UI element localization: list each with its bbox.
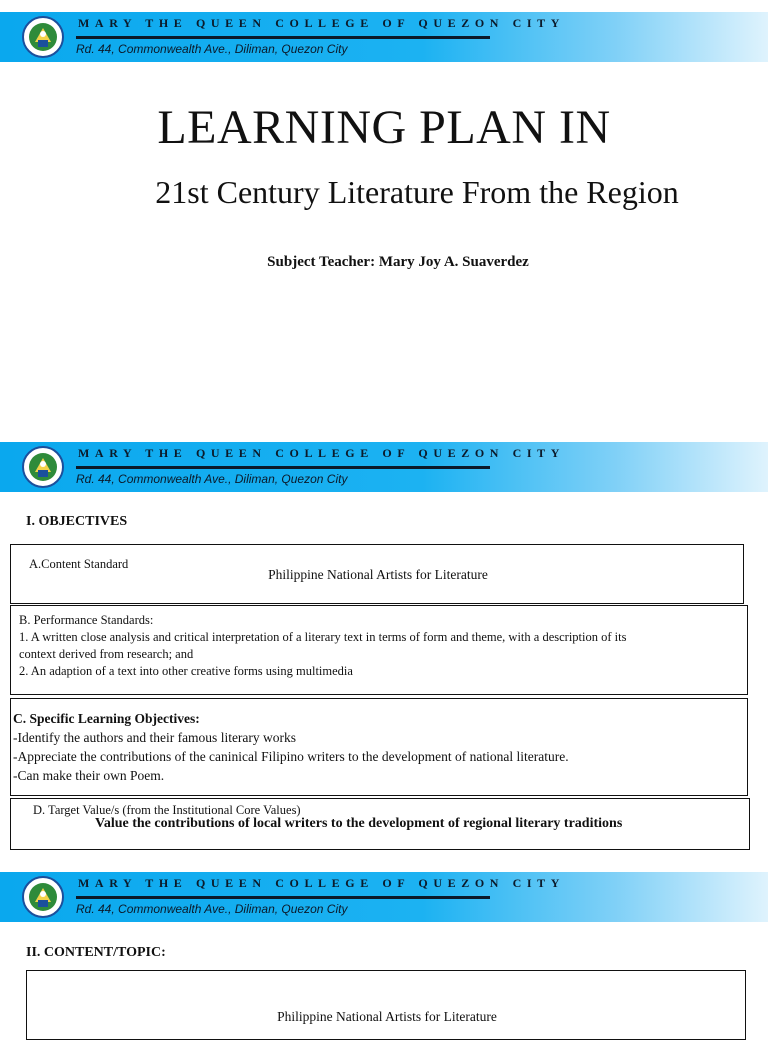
header-rule xyxy=(76,36,490,39)
target-values-label: D. Target Value/s (from the Institutional Core Values) xyxy=(33,803,301,817)
content-standard-value: Philippine National Artists for Literature xyxy=(268,567,488,582)
school-name: MARY THE QUEEN COLLEGE OF QUEZON CITY xyxy=(78,16,566,30)
school-seal-icon xyxy=(22,876,64,918)
header-rule xyxy=(76,466,490,469)
page-title: LEARNING PLAN IN xyxy=(157,101,611,154)
school-address: Rd. 44, Commonwealth Ave., Diliman, Quezon City xyxy=(76,472,348,486)
content-standard-label: A.Content Standard xyxy=(29,557,129,571)
performance-item: 1. A written close analysis and critical interpretation of a literary text in terms of form and theme, with a description of its xyxy=(19,630,627,644)
subject-title: 21st Century Literature From the Region xyxy=(155,174,679,210)
performance-standards-label: B. Performance Standards: xyxy=(19,613,154,627)
target-values-value: Value the contributions of local writers to the development of regional literary traditions xyxy=(95,816,623,831)
content-topic-value: Philippine National Artists for Literature xyxy=(277,1009,497,1024)
school-address: Rd. 44, Commonwealth Ave., Diliman, Quezon City xyxy=(76,42,348,56)
content-topic-heading: II. CONTENT/TOPIC: xyxy=(26,945,166,960)
header-rule xyxy=(76,896,490,899)
header-band xyxy=(0,872,768,922)
school-name: MARY THE QUEEN COLLEGE OF QUEZON CITY xyxy=(78,446,566,460)
objective-item: -Identify the authors and their famous literary works xyxy=(13,730,297,745)
header-band xyxy=(0,442,768,492)
school-name: MARY THE QUEEN COLLEGE OF QUEZON CITY xyxy=(78,876,566,890)
objectives-heading: I. OBJECTIVES xyxy=(26,514,128,529)
school-seal-icon xyxy=(22,16,64,58)
objective-item: -Appreciate the contributions of the caninical Filipino writers to the development of national literature. xyxy=(13,749,569,764)
performance-item: context derived from research; and xyxy=(19,647,194,661)
subject-teacher: Subject Teacher: Mary Joy A. Suaverdez xyxy=(267,254,529,270)
performance-item: 2. An adaption of a text into other creative forms using multimedia xyxy=(19,664,353,678)
content-standard-box xyxy=(10,544,744,604)
target-values-box xyxy=(10,798,750,850)
header-band xyxy=(0,12,768,62)
objective-item: -Can make their own Poem. xyxy=(13,768,165,783)
content-topic-box xyxy=(26,970,746,1040)
specific-objectives-label: C. Specific Learning Objectives: xyxy=(13,711,200,726)
specific-objectives-box xyxy=(10,698,748,796)
school-seal-icon xyxy=(22,446,64,488)
school-address: Rd. 44, Commonwealth Ave., Diliman, Quezon City xyxy=(76,902,348,916)
performance-standards-box xyxy=(10,605,748,695)
